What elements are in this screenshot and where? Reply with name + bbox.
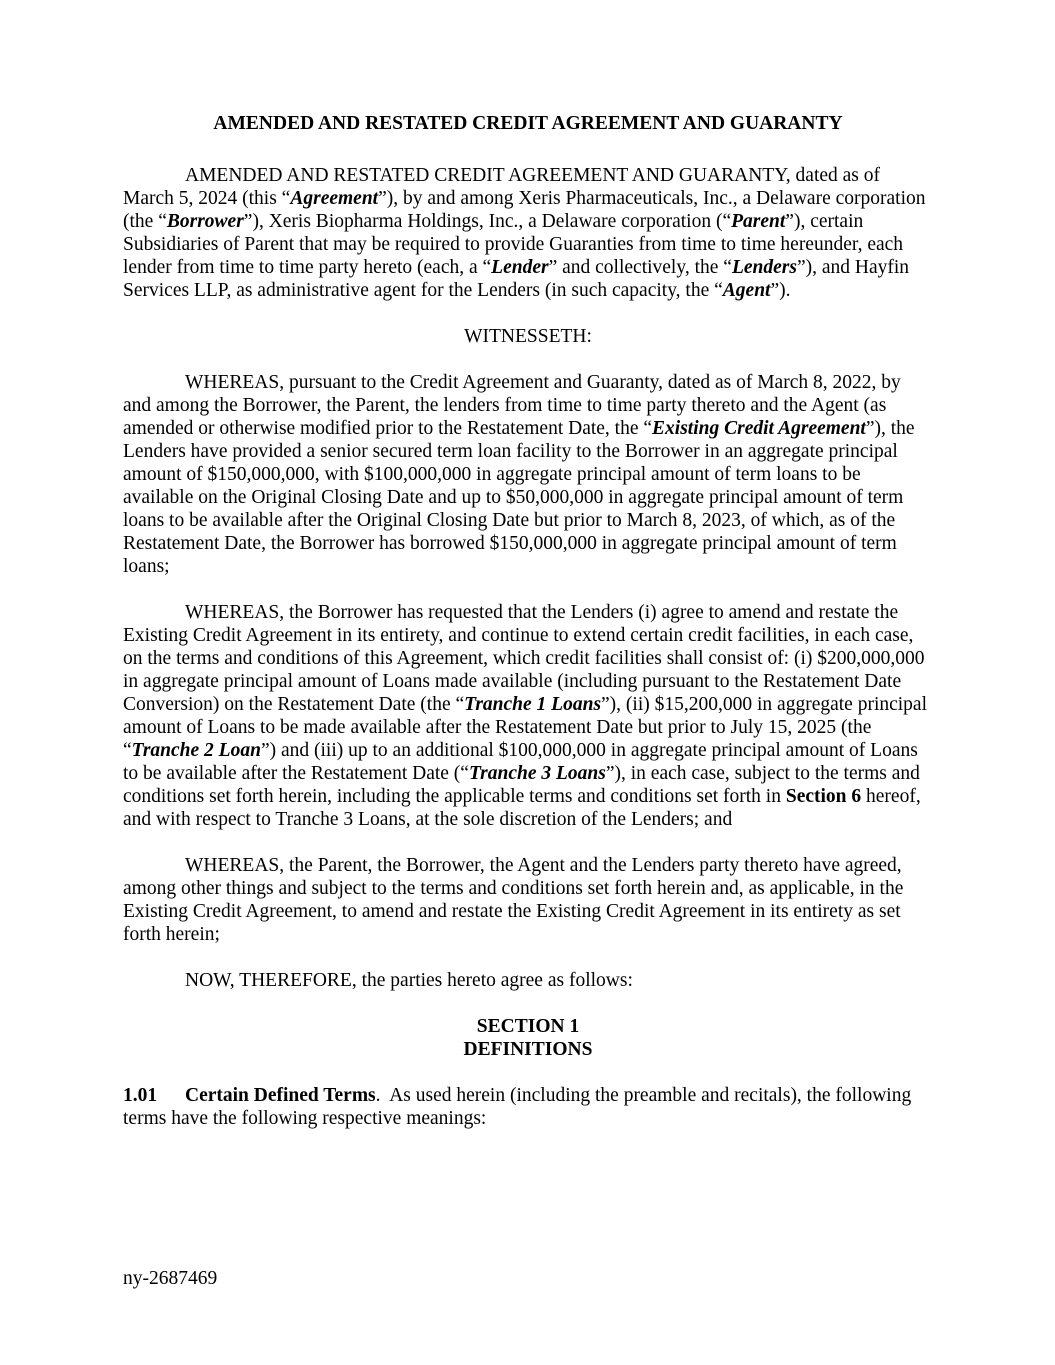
section-1-number: SECTION 1 [476, 1016, 580, 1037]
preamble-paragraph: AMENDED AND RESTATED CREDIT AGREEMENT AND GUARANTY, dated as of March 5, 2024 (this “Agreement”), by and among Xeris Pharmaceuticals, Inc., a Delaware corporation (the “Borrower”), Xeris Biopharma Holdings, Inc., a Delaware corporation (“Parent”), certain Subsidiaries of Parent that may be required to provide Guaranties from time to time hereunder, each lender from time to time party hereto (each, a “Lender” and collectively, the “Lenders”), and Hayfin Services LLP, as administrative agent for the Lenders (in such capacity, the “Agent”). [123, 165, 931, 301]
recital-paragraph-3: WHEREAS, the Parent, the Borrower, the Agent and the Lenders party thereto have agreed, among other things and subject to the terms and conditions set forth herein and, as applicable, in the Existing Credit Agreement, to amend and restate the Existing Credit Agreement in its entirety as set forth herein; [123, 855, 909, 945]
recital-paragraph-1: WHEREAS, pursuant to the Credit Agreement and Guaranty, dated as of March 8, 2022, by and among the Borrower, the Parent, the lenders from time to time party thereto and the Agent (as amended or otherwise modified prior to the Restatement Date, the “Existing Credit Agreement”), the Lenders have provided a senior secured term loan facility to the Borrower in an aggregate principal amount of $150,000,000, with $100,000,000 in aggregate principal amount of term loans to be available on the Original Closing Date and up to $50,000,000 in aggregate principal amount of term loans to be available after the Original Closing Date but prior to March 8, 2023, of which, as of the Restatement Date, the Borrower has borrowed $150,000,000 in aggregate principal amount of term loans; [123, 372, 920, 577]
witnesseth-heading: WITNESSETH: [464, 326, 592, 347]
section-1-title: DEFINITIONS [463, 1039, 593, 1060]
section-1-heading [123, 1015, 933, 1061]
now-therefore-paragraph: NOW, THEREFORE, the parties hereto agree as follows: [185, 970, 633, 991]
document-title: AMENDED AND RESTATED CREDIT AGREEMENT AND GUARANTY [213, 113, 843, 134]
document-control-number: ny-2687469 [123, 1268, 218, 1289]
document-body [123, 112, 933, 1153]
defined-terms-paragraph: 1.01 Certain Defined Terms. As used herein (including the preamble and recitals), the following terms have the following respective meanings: [123, 1085, 917, 1129]
recital-paragraph-2: WHEREAS, the Borrower has requested that the Lenders (i) agree to amend and restate the Existing Credit Agreement in its entirety, and continue to extend certain credit facilities, in each case, on the terms and conditions of this Agreement, which credit facilities shall consist of: (i) $200,000,000 in aggregate principal amount of Loans made available (including pursuant to the Restatement Date Conversion) on the Restatement Date (the “Tranche 1 Loans”), (ii) $15,200,000 in aggregate principal amount of Loans to be made available after the Restatement Date but prior to July 15, 2025 (the “Tranche 2 Loan”) and (iii) up to an additional $100,000,000 in aggregate principal amount of Loans to be available after the Restatement Date (“Tranche 3 Loans”), in each case, subject to the terms and conditions set forth herein, including the applicable terms and conditions set forth in Section 6 hereof, and with respect to Tranche 3 Loans, at the sole discretion of the Lenders; and [123, 602, 932, 830]
